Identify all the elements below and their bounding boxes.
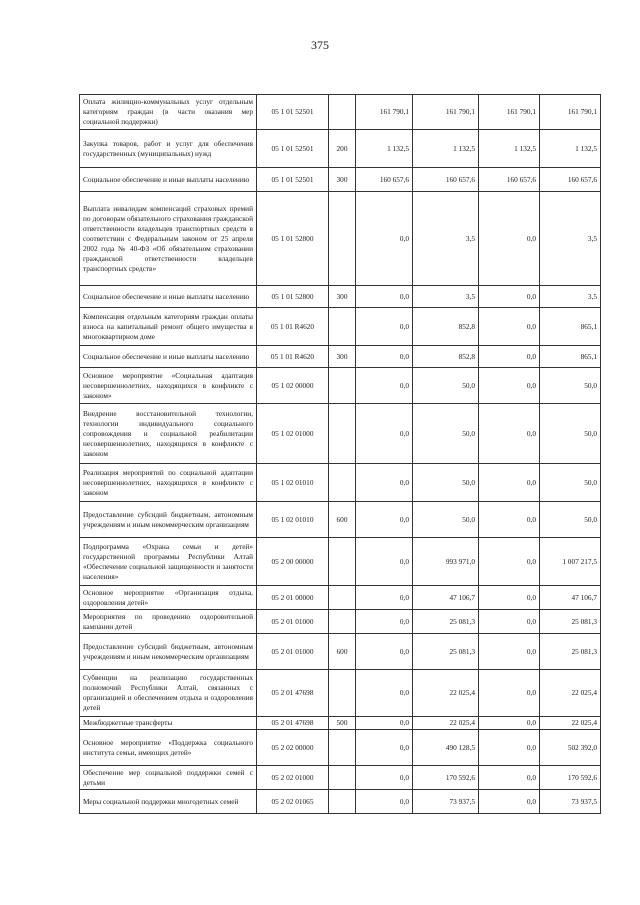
amount-col-3: 161 790,1 <box>479 95 540 130</box>
amount-col-3: 0,0 <box>479 717 540 730</box>
amount-col-1: 0,0 <box>356 634 413 670</box>
page-number: 375 <box>311 38 329 52</box>
expense-type <box>329 95 356 130</box>
amount-col-3: 0,0 <box>479 538 540 586</box>
amount-col-1: 0,0 <box>356 346 413 368</box>
amount-col-4: 865,1 <box>540 346 601 368</box>
amount-col-1: 0,0 <box>356 404 413 464</box>
table-row <box>80 717 601 730</box>
table-row <box>80 538 601 586</box>
amount-col-1: 1 132,5 <box>356 130 413 168</box>
row-name: Меры социальной поддержки многодетных семей <box>80 790 257 814</box>
amount-col-3: 0,0 <box>479 368 540 404</box>
expense-type <box>329 586 356 610</box>
row-name: Закупка товаров, работ и услуг для обеспечения государственных (муниципальных) нужд <box>80 130 257 168</box>
budget-code: 05 2 02 00000 <box>257 730 329 766</box>
row-name: Реализация мероприятий по социальной адаптации несовершеннолетних, находящихся в конфликте с законом <box>80 464 257 502</box>
expense-type <box>329 766 356 790</box>
amount-col-3: 0,0 <box>479 502 540 538</box>
amount-col-1: 0,0 <box>356 670 413 717</box>
expense-type: 600 <box>329 502 356 538</box>
row-name: Основное мероприятие «Социальная адаптация несовершеннолетних, находящихся в конфликте с законом» <box>80 368 257 404</box>
amount-col-3: 0,0 <box>479 670 540 717</box>
table-row <box>80 730 601 766</box>
amount-col-4: 3,5 <box>540 286 601 308</box>
amount-col-1: 0,0 <box>356 790 413 814</box>
table-row <box>80 368 601 404</box>
amount-col-4: 50,0 <box>540 464 601 502</box>
amount-col-2: 852,8 <box>413 308 479 346</box>
expense-type <box>329 368 356 404</box>
table-row <box>80 766 601 790</box>
amount-col-1: 0,0 <box>356 766 413 790</box>
amount-col-4: 22 025,4 <box>540 670 601 717</box>
table-row <box>80 95 601 130</box>
amount-col-2: 3,5 <box>413 286 479 308</box>
amount-col-4: 1 007 217,5 <box>540 538 601 586</box>
amount-col-4: 50,0 <box>540 502 601 538</box>
budget-code: 05 1 01 52800 <box>257 192 329 286</box>
row-name: Социальное обеспечение и иные выплаты населению <box>80 346 257 368</box>
budget-code: 05 1 01 52800 <box>257 286 329 308</box>
table-row <box>80 286 601 308</box>
row-name: Подпрограмма «Охрана семьи и детей» государственной программы Республики Алтай «Обеспечение социальной защищенности и занятости населения» <box>80 538 257 586</box>
row-name: Выплата инвалидам компенсаций страховых премий по договорам обязательного страхования гражданской ответственности владельцев транспортных средств в соответствии с Федеральным законом от 25 апреля 2002 года № 40-ФЗ «Об обязательном страховании гражданской ответственности владельцев транспортных средств» <box>80 192 257 286</box>
amount-col-2: 161 790,1 <box>413 95 479 130</box>
amount-col-1: 0,0 <box>356 610 413 634</box>
budget-table <box>79 94 601 814</box>
table-row <box>80 634 601 670</box>
table-row <box>80 404 601 464</box>
amount-col-4: 47 106,7 <box>540 586 601 610</box>
amount-col-1: 0,0 <box>356 538 413 586</box>
amount-col-2: 22 025,4 <box>413 670 479 717</box>
amount-col-2: 490 128,5 <box>413 730 479 766</box>
amount-col-4: 865,1 <box>540 308 601 346</box>
budget-code: 05 2 00 00000 <box>257 538 329 586</box>
budget-code: 05 2 01 00000 <box>257 586 329 610</box>
amount-col-4: 25 081,3 <box>540 634 601 670</box>
amount-col-2: 25 081,3 <box>413 610 479 634</box>
expense-type <box>329 192 356 286</box>
row-name: Межбюджетные трансферты <box>80 717 257 730</box>
budget-code: 05 2 02 01000 <box>257 766 329 790</box>
table-row <box>80 670 601 717</box>
amount-col-3: 0,0 <box>479 308 540 346</box>
table-row <box>80 346 601 368</box>
amount-col-4: 50,0 <box>540 404 601 464</box>
amount-col-3: 0,0 <box>479 610 540 634</box>
table-row <box>80 586 601 610</box>
budget-code: 05 2 01 47698 <box>257 717 329 730</box>
amount-col-1: 0,0 <box>356 286 413 308</box>
row-name: Мероприятия по проведению оздоровительной кампании детей <box>80 610 257 634</box>
amount-col-2: 170 592,6 <box>413 766 479 790</box>
amount-col-2: 50,0 <box>413 368 479 404</box>
row-name: Предоставление субсидий бюджетным, автономным учреждениям и иным некоммерческим организациям <box>80 634 257 670</box>
budget-code: 05 1 02 01000 <box>257 404 329 464</box>
expense-type: 300 <box>329 168 356 192</box>
budget-code: 05 2 01 01000 <box>257 634 329 670</box>
amount-col-1: 0,0 <box>356 730 413 766</box>
amount-col-1: 0,0 <box>356 502 413 538</box>
row-name: Социальное обеспечение и иные выплаты населению <box>80 168 257 192</box>
expense-type: 300 <box>329 286 356 308</box>
row-name: Компенсация отдельным категориям граждан оплаты взноса на капитальный ремонт общего имущества в многоквартирном доме <box>80 308 257 346</box>
amount-col-1: 0,0 <box>356 368 413 404</box>
amount-col-4: 22 025,4 <box>540 717 601 730</box>
budget-code: 05 2 02 01065 <box>257 790 329 814</box>
budget-code: 05 1 01 52501 <box>257 168 329 192</box>
amount-col-4: 3,5 <box>540 192 601 286</box>
budget-code: 05 1 01 R4620 <box>257 308 329 346</box>
amount-col-2: 50,0 <box>413 502 479 538</box>
expense-type: 300 <box>329 346 356 368</box>
table-row <box>80 610 601 634</box>
amount-col-2: 47 106,7 <box>413 586 479 610</box>
budget-code: 05 1 01 52501 <box>257 130 329 168</box>
table-row <box>80 502 601 538</box>
row-name: Основное мероприятие «Организация отдыха, оздоровления детей» <box>80 586 257 610</box>
amount-col-3: 0,0 <box>479 192 540 286</box>
expense-type <box>329 404 356 464</box>
expense-type: 500 <box>329 717 356 730</box>
table-row <box>80 168 601 192</box>
amount-col-4: 161 790,1 <box>540 95 601 130</box>
row-name: Внедрение восстановительной технологии, технологии индивидуального социального сопровождения и социальной реабилитации несовершеннолетних, находящихся в конфликте с законом <box>80 404 257 464</box>
amount-col-4: 73 937,5 <box>540 790 601 814</box>
amount-col-3: 160 657,6 <box>479 168 540 192</box>
row-name: Предоставление субсидий бюджетным, автономным учреждениям и иным некоммерческим организациям <box>80 502 257 538</box>
table-row <box>80 790 601 814</box>
budget-code: 05 2 01 47698 <box>257 670 329 717</box>
table-row <box>80 464 601 502</box>
amount-col-1: 0,0 <box>356 717 413 730</box>
budget-code: 05 1 02 01010 <box>257 502 329 538</box>
amount-col-2: 50,0 <box>413 464 479 502</box>
amount-col-1: 0,0 <box>356 308 413 346</box>
amount-col-4: 170 592,6 <box>540 766 601 790</box>
amount-col-3: 0,0 <box>479 634 540 670</box>
expense-type <box>329 464 356 502</box>
amount-col-2: 3,5 <box>413 192 479 286</box>
amount-col-2: 73 937,5 <box>413 790 479 814</box>
amount-col-2: 1 132,5 <box>413 130 479 168</box>
amount-col-2: 852,8 <box>413 346 479 368</box>
amount-col-2: 993 971,0 <box>413 538 479 586</box>
amount-col-3: 0,0 <box>479 286 540 308</box>
budget-code: 05 1 02 01010 <box>257 464 329 502</box>
row-name: Обеспечение мер социальной поддержки семей с детьми <box>80 766 257 790</box>
amount-col-1: 161 790,1 <box>356 95 413 130</box>
amount-col-4: 160 657,6 <box>540 168 601 192</box>
amount-col-3: 0,0 <box>479 464 540 502</box>
amount-col-1: 0,0 <box>356 192 413 286</box>
amount-col-3: 0,0 <box>479 346 540 368</box>
amount-col-3: 0,0 <box>479 404 540 464</box>
budget-code: 05 1 01 R4620 <box>257 346 329 368</box>
table-row <box>80 192 601 286</box>
expense-type <box>329 308 356 346</box>
amount-col-1: 0,0 <box>356 464 413 502</box>
amount-col-2: 22 025,4 <box>413 717 479 730</box>
amount-col-2: 160 657,6 <box>413 168 479 192</box>
amount-col-3: 0,0 <box>479 766 540 790</box>
table-row <box>80 308 601 346</box>
expense-type <box>329 790 356 814</box>
row-name: Социальное обеспечение и иные выплаты населению <box>80 286 257 308</box>
budget-table-body <box>80 95 601 814</box>
amount-col-3: 0,0 <box>479 790 540 814</box>
budget-code: 05 1 02 00000 <box>257 368 329 404</box>
expense-type <box>329 538 356 586</box>
amount-col-4: 1 132,5 <box>540 130 601 168</box>
amount-col-4: 502 392,0 <box>540 730 601 766</box>
budget-code: 05 1 01 52501 <box>257 95 329 130</box>
expense-type <box>329 730 356 766</box>
expense-type: 200 <box>329 130 356 168</box>
expense-type <box>329 610 356 634</box>
amount-col-3: 1 132,5 <box>479 130 540 168</box>
amount-col-1: 160 657,6 <box>356 168 413 192</box>
expense-type <box>329 670 356 717</box>
table-row <box>80 130 601 168</box>
amount-col-1: 0,0 <box>356 586 413 610</box>
amount-col-2: 50,0 <box>413 404 479 464</box>
amount-col-4: 50,0 <box>540 368 601 404</box>
amount-col-3: 0,0 <box>479 730 540 766</box>
expense-type: 600 <box>329 634 356 670</box>
row-name: Основное мероприятие «Поддержка социального института семьи, имеющих детей» <box>80 730 257 766</box>
amount-col-4: 25 081,3 <box>540 610 601 634</box>
amount-col-2: 25 081,3 <box>413 634 479 670</box>
amount-col-3: 0,0 <box>479 586 540 610</box>
budget-code: 05 2 01 01000 <box>257 610 329 634</box>
row-name: Субвенции на реализацию государственных полномочий Республики Алтай, связанных с организацией и обеспечением отдыха и оздоровления детей <box>80 670 257 717</box>
row-name: Оплата жилищно-коммунальных услуг отдельным категориям граждан (в части оказания мер социальной поддержки) <box>80 95 257 130</box>
